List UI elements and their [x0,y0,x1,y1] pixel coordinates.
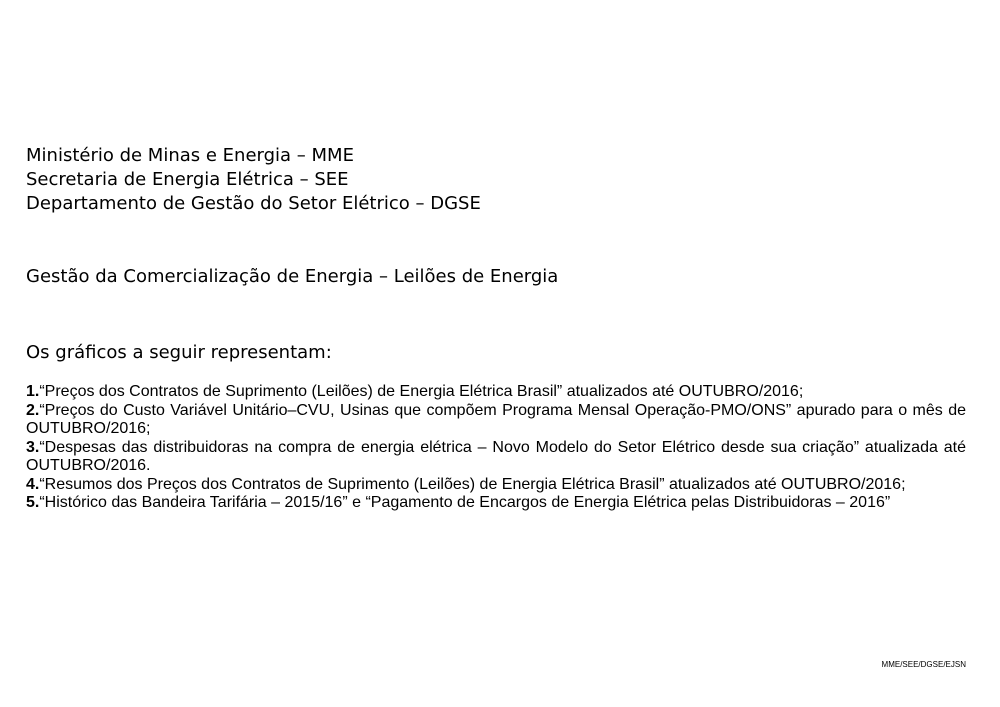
footer-reference: MME/SEE/DGSE/EJSN [881,660,966,669]
list-item [26,439,966,476]
list-item [26,383,966,402]
item-text: “Resumos dos Preços dos Contratos de Suprimento (Leilões) de Energia Elétrica Brasil” atualizados até OUTUBRO/2016; [39,475,906,493]
secretariat-name: Secretaria de Energia Elétrica – SEE [26,169,349,190]
department-name: Departamento de Gestão do Setor Elétrico – DGSE [26,193,481,214]
document-header [26,144,481,216]
item-number: 2. [26,401,40,419]
document-subtitle: Gestão da Comercialização de Energia – Leilões de Energia [26,266,559,287]
item-number: 1. [26,383,40,400]
item-number: 3. [26,438,40,456]
ministry-name: Ministério de Minas e Energia – MME [26,145,354,166]
item-text: “Preços do Custo Variável Unitário–CVU, Usinas que compõem Programa Mensal Operação-PMO/ONS” apurado para o mês de OUTUBRO/2016; [26,401,966,437]
chart-list [26,383,966,513]
item-text: “Preços dos Contratos de Suprimento (Leilões) de Energia Elétrica Brasil” atualizados até OUTUBRO/2016; [39,383,804,400]
list-item [26,402,966,439]
item-number: 4. [26,475,40,493]
item-text: “Despesas das distribuidoras na compra de energia elétrica – Novo Modelo do Setor Elétrico desde sua criação” atualizada até OUTUBRO/2016. [26,438,966,474]
intro-text: Os gráficos a seguir representam: [26,342,332,363]
item-number: 5. [26,494,40,511]
list-item [26,494,966,513]
list-item [26,476,966,495]
item-text: “Histórico das Bandeira Tarifária – 2015/16” e “Pagamento de Encargos de Energia Elétrica pelas Distribuidoras – 2016” [39,494,891,511]
